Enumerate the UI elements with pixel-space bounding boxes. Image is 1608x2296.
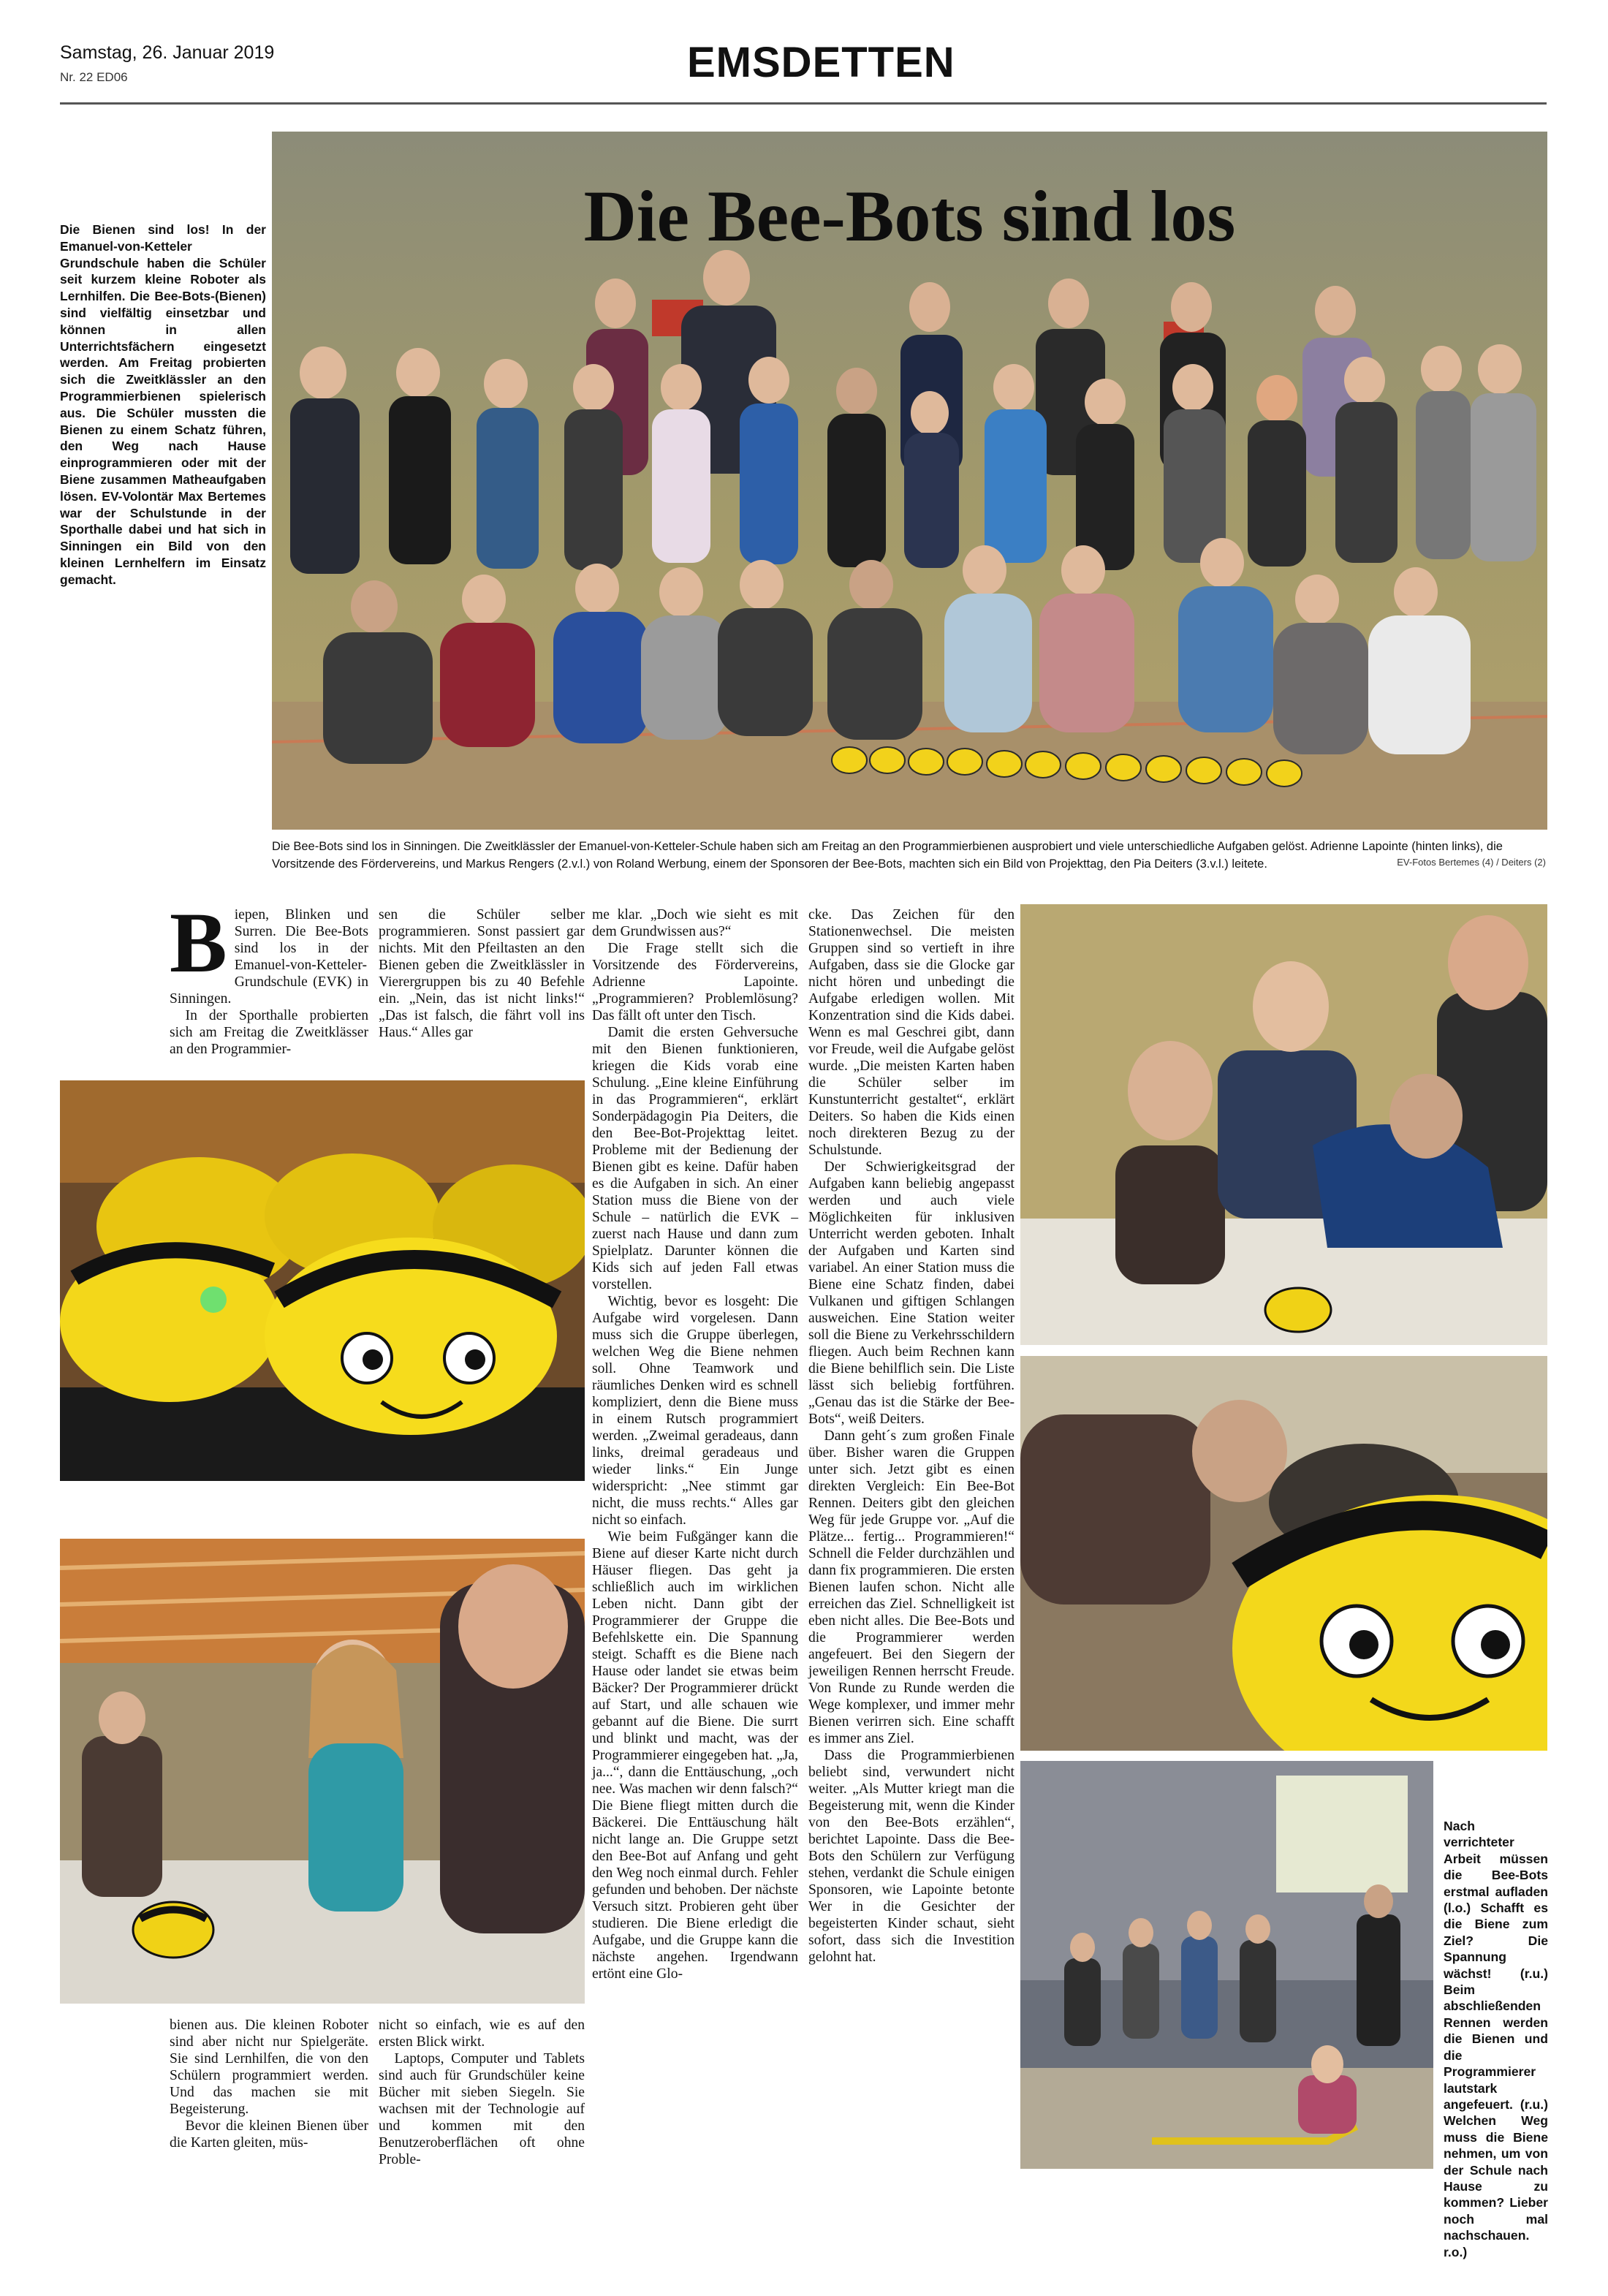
column-3-paragraph: Die Frage stellt sich die Vorsitzende des Fördervereins, Adrienne Lapointe. „Programmieren? Problemlösung? Das fällt oft unter den Tisch.	[592, 941, 798, 1023]
column-3	[592, 906, 798, 1982]
column-2-bottom	[379, 2017, 585, 2168]
column-3-paragraph: me klar. „Doch wie sieht es mit dem Grundwissen aus?“	[592, 907, 798, 939]
column-1-bottom	[170, 2017, 368, 2151]
column-4	[808, 906, 1015, 1966]
column-1-paragraph: In der Sporthalle probierten sich am Freitag die Zweitklässer an den Programmier-	[170, 1008, 368, 1057]
issue-number: Nr. 22 ED06	[60, 70, 128, 84]
intro-text: Die Bienen sind los! In der Emanuel-von-Ketteler Grundschule haben die Schüler seit kurzem kleine Roboter als Lernhilfen. Die Bee-Bots-(Bienen) sind vielfältig einsetzbar und können in allen Unterrichtsfächern eingesetzt werden. Am Freitag probierten sich die Zweitklässler an den Programmierbienen spielerisch aus. Die Schüler mussten die Bienen zu einem Schatz führen, den Weg nach Hause einprogrammieren oder mit der Biene zusammen Matheaufgaben lösen. EV-Volontär Max Bertemes war der Schulstunde in der Sporthalle dabei und hat sich in Sinningen ein Bild von den kleinen Lernhelfern im Einsatz gemacht.	[60, 222, 266, 587]
photo-credit: EV-Fotos Bertemes (4) / Deiters (2)	[1397, 857, 1546, 868]
column-3-paragraph: Wie beim Fußgänger kann die Biene auf dieser Karte nicht durch Häuser fliegen. Das geht ja schließlich auch im wirklichen Leben nicht. Dann gibt der Programmierer der Gruppe die Befehlskette ein. Die Spannung steigt. Schafft es die Biene nach Hause oder landet sie etwas beim Bäcker? Der Programmierer drückt auf Start, und alle schauen wie gebannt auf die Biene. Die surrt und blinkt und macht, was der Programmierer eingegeben hat. „Ja, ja...“, dann die Enttäuschung, „och nee. Was machen wir denn falsch?“ Die Biene fliegt mitten durch die Bäckerei. Die Enttäuschung hält nicht lange an. Die Gruppe setzt den Bee-Bot auf Anfang und geht den Weg noch einmal durch. Fehler gefunden und behoben. Der nächste Versuch sitzt. Probieren geht über studieren. Die Biene erledigt die Aufgabe, und die Gruppe kann die nächste angehen. Irgendwann ertönt eine Glo-	[592, 1529, 798, 1982]
article-headline: Die Bee-Bots sind los	[583, 175, 1236, 257]
main-photo-caption: Die Bee-Bots sind los in Sinningen. Die Zweitklässler der Emanuel-von-Ketteler-Schule haben sich am Freitag an den Programmierbienen ausprobiert und viele unterschiedliche Aufgaben gelöst. Adrienne Lapointe (hinten links), die Vorsitzende des Fördervereins, und Markus Rengers (2.v.l.) von Roland Werbung, einem der Sponsoren der Bee-Bots, machten sich ein Bild von Projekttag, den Pia Deiters (3.v.l.) leitete.	[272, 840, 1503, 871]
beebot-race-image	[1020, 1761, 1433, 2169]
column-4-paragraph: Der Schwierigkeitsgrad der Aufgaben kann beliebig angepasst werden und auch viele Möglichkeiten für inklusiven Unterricht werden geboten. Inhalt der Aufgaben und Karten sind variabel. An einer Station muss die Biene eine Schatz finden, dabei Vulkanen und giftigen Schlangen ausweichen. Eine Station weiter soll die Biene zu Verkehrsschildern fliegen. Auch beim Rechnen kann die Biene behilflich sein. Die Liste lässt sich beliebig fortführen. „Genau das ist die Stärke der Bee-Bots“, weiß Deiters.	[808, 1159, 1015, 1427]
publication-date: Samstag, 26. Januar 2019	[60, 42, 275, 63]
column-4-paragraph: Dann geht´s zum großen Finale über. Bisher waren die Gruppen unter sich. Jetzt gibt es einen direkten Vergleich: Ein Bee-Bot Rennen. Deiters gibt den gleichen Weg für jede Gruppe vor. „Auf die Plätze... fertig... Programmieren!“ Schnell die Felder durchzählen und dann fix programmieren. Die ersten Bienen laufen schon. Nicht alle erreichen das Ziel. Schnelligkeit ist eben nicht alles. Die Bee-Bots und die Programmierer werden angefeuert. Bei den Siegern der jeweiligen Rennen herrscht Freude. Von Runde zu Runde werden die Wege komplexer, und immer mehr Bienen verirren sich. Eine schafft es immer ans Ziel.	[808, 1428, 1015, 1746]
beebot-closeup-image	[1020, 1356, 1547, 1751]
header-rule	[60, 102, 1547, 105]
column-2-paragraph: nicht so einfach, wie es auf den ersten Blick wirkt.	[379, 2017, 585, 2050]
side-photo-caption: Nach verrichteter Arbeit müssen die Bee-Bots erstmal aufladen (l.o.) Schafft es die Biene zum Ziel? Die Spannung wächst! (r.u.) Beim abschließenden Rennen werden die Bienen und die Programmierer lautstark angefeuert. (r.u.) Welchen Weg muss die Biene nehmen, um von der Schule nach Hause zu kommen? Lieber noch mal nachschauen. r.o.)	[1444, 1819, 1548, 2259]
girl-beebot-image	[60, 1539, 585, 2004]
column-1-paragraph: Bevor die kleinen Bienen über die Karten gleiten, müs-	[170, 2118, 368, 2151]
drop-cap: B	[170, 895, 227, 990]
beebot-closeup-photo	[1020, 1356, 1547, 1751]
column-2-top	[379, 906, 585, 1041]
column-3-paragraph: Wichtig, bevor es losgeht: Die Aufgabe wird vorgelesen. Dann muss sich die Gruppe überlegen, welchen Weg die Biene nehmen soll. Ohne Teamwork und räumliches Denken wird es schnell kompliziert, denn die Biene muss in einem Rutsch programmiert werden. „Zweimal geradeaus, dann links, dreimal geradeaus und wieder links.“ Ein Junge widerspricht: „Nee stimmt gar nicht, die muss rechts.“ Alles gar nicht so einfach.	[592, 1294, 798, 1528]
kids-programming-photo	[1020, 904, 1547, 1345]
group-photo	[272, 132, 1547, 830]
column-1-paragraph: bienen aus. Die kleinen Roboter sind aber nicht nur Spielgeräte. Sie sind Lernhilfen, die von den Schülern programmiert werden. Und das machen sie mit Begeisterung.	[170, 2017, 368, 2117]
column-2-paragraph: sen die Schüler selber programmieren. Sonst passiert gar nichts. Mit den Pfeiltasten an den Bienen geben die Zweitklässler in Vierergruppen bis zu 40 Befehle ein. „Nein, das ist nicht links!“ „Das ist falsch, die fährt voll ins Haus.“ Alles gar	[379, 907, 585, 1040]
section-title: EMSDETTEN	[687, 39, 955, 86]
kids-programming-image	[1020, 904, 1547, 1345]
girl-beebot-photo	[60, 1539, 585, 2004]
beebots-charging-photo	[60, 1080, 585, 1481]
column-4-paragraph: cke. Das Zeichen für den Stationenwechsel. Die meisten Gruppen sind so vertieft in ihre Aufgaben, dass sie die Glocke gar nicht hören und unbedingt die Aufgabe erledigen wollen. Mit Konzentration sind die Kids dabei. Wenn es mal Geschrei gibt, dann vor Freude, weil die Aufgabe gelöst wurde. „Die meisten Karten haben die Schüler selber im Kunstunterricht gestaltet“, erklärt Deiters. So haben die Kids einen noch direkteren Bezug zu der Schulstunde.	[808, 907, 1015, 1158]
beebot-race-photo	[1020, 1761, 1433, 2169]
beebots-charging-image	[60, 1080, 585, 1481]
column-2-paragraph: Laptops, Computer und Tablets sind auch für Grundschüler keine Bücher mit sieben Siegeln. Sie wachsen mit der Technologie auf und kommen mit den Benutzeroberflächen oft ohne Proble-	[379, 2051, 585, 2167]
column-1-top	[170, 895, 368, 1058]
column-4-paragraph: Dass die Programmierbienen beliebt sind, verwundert nicht weiter. „Als Mutter kriegt man die Begeisterung mit, wenn die Kinder von den Bee-Bots erzählen“, berichtet Lapointe. Dass die Bee-Bots den Schülern zur Verfügung stehen, verdankt die Schule einigen Sponsoren, wie Lapointe betonte Wer in die Gesichter der begeisterten Kinder schaut, sieht sofort, dass sich die Investition gelohnt hat.	[808, 1748, 1015, 1965]
column-1-paragraph: iepen, Blinken und Surren. Die Bee-Bots sind los in der Emanuel-von-Ketteler-Grundschule (EVK) in Sinningen.	[170, 907, 368, 1007]
column-3-paragraph: Damit die ersten Gehversuche mit den Bienen funktionieren, kriegen die Kids vorab eine Schulung. „Eine kleine Einführung in das Programmieren“, erklärt Sonderpädagogin Pia Deiters, die den Bee-Bot-Projekttag leitet. Probleme mit der Bedienung der Bienen gibt es keine. Dafür haben es die Aufgaben in sich. An einer Station muss die Biene von der Schule – natürlich die EVK – zuerst nach Hause und dann zum Spielplatz. Darunter können die Kids sich auf jeden Fall etwas vorstellen.	[592, 1025, 798, 1292]
